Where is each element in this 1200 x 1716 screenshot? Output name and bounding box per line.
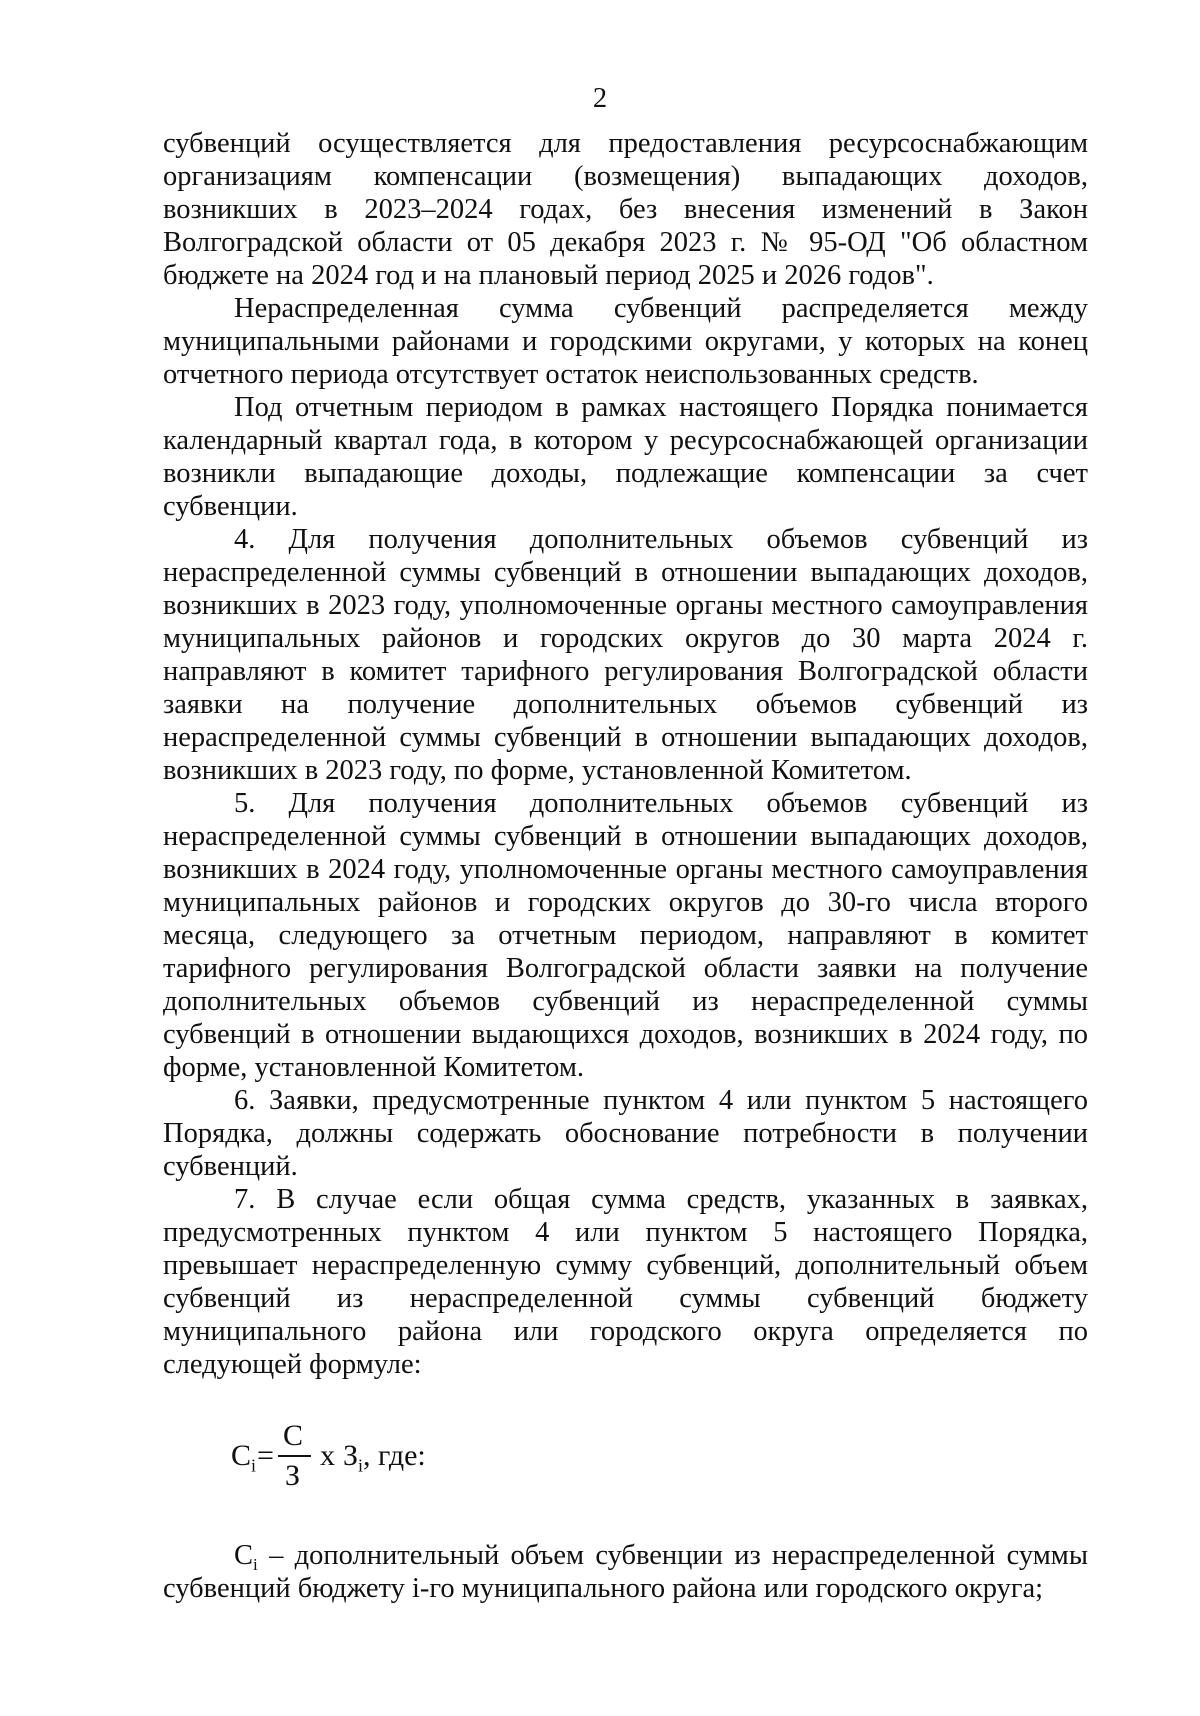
fraction-bar [278,1455,311,1457]
formula-equals: = [257,1439,274,1472]
formula-numerator: C [283,1419,304,1452]
distribution-formula [231,1407,1088,1517]
formula-rhs: $З_i$, где: [343,1439,426,1476]
paragraph-undistributed-amount: Нераспределенная сумма субвенций распределяется между муниципальными районами и городскими округами, у которых на конец отчетного периода отсутствует остаток неиспользованных средств. [163,293,1088,390]
clause-5: 5. Для получения дополнительных объемов субвенций из нераспределенной суммы субвенций в отношении выпадающих доходов, возникших в 2024 году, уполномоченные органы местного самоуправления муниципальных районов и городских округов до 30-го числа второго месяца, следующего за отчетным периодом, направляют в комитет тарифного регулирования Волгоградской области заявки на получение дополнительных объемов субвенций из нераспределенной суммы субвенций в отношении выдающихся доходов, возникших в 2024 году, по форме, установленной Комитетом. [163,788,1088,1083]
page-number: 2 [592,83,608,114]
document-body [163,127,1088,1605]
paragraph-reporting-period: Под отчетным периодом в рамках настоящего Порядка понимается календарный квартал года, в котором у ресурсоснабжающей организации возникли выпадающие доходы, подлежащие компенсации за счет субвенции. [163,392,1088,522]
clause-6: 6. Заявки, предусмотренные пунктом 4 или пунктом 5 настоящего Порядка, должны содержать обоснование потребности в получении субвенций. [163,1085,1088,1182]
formula-times: х [320,1439,335,1472]
paragraph-continuation: субвенций осуществляется для предоставления ресурсоснабжающим организациям компенсации (возмещения) выпадающих доходов, возникших в 2023–2024 годах, без внесения изменений в Закон Волгоградской области от 05 декабря 2023 г. № 95-ОД "Об областном бюджете на 2024 год и на плановый период 2025 и 2026 годов". [163,128,1088,291]
formula-lhs: $C_i$ [231,1439,257,1476]
formula-denominator: З [285,1459,301,1492]
clause-7: 7. В случае если общая сумма средств, указанных в заявках, предусмотренных пунктом 4 или пунктом 5 настоящего Порядка, превышает нераспределенную сумму субвенций, дополнительный объем субвенций из нераспределенной суммы субвенций бюджету муниципального района или городского округа определяется по следующей формуле: [163,1184,1088,1380]
clause-4: 4. Для получения дополнительных объемов субвенций из нераспределенной суммы субвенций в отношении выпадающих доходов, возникших в 2023 году, уполномоченные органы местного самоуправления муниципальных районов и городских округов до 30 марта 2024 г. направляют в комитет тарифного регулирования Волгоградской области заявки на получение дополнительных объемов субвенций из нераспределенной суммы субвенций в отношении выпадающих доходов, возникших в 2023 году, по форме, установленной Комитетом. [163,524,1088,786]
definition-ci: $C_i$ – дополнительный объем субвенции из нераспределенной суммы субвенций бюджету i-го муниципального района или городского округа; [163,1540,1088,1604]
